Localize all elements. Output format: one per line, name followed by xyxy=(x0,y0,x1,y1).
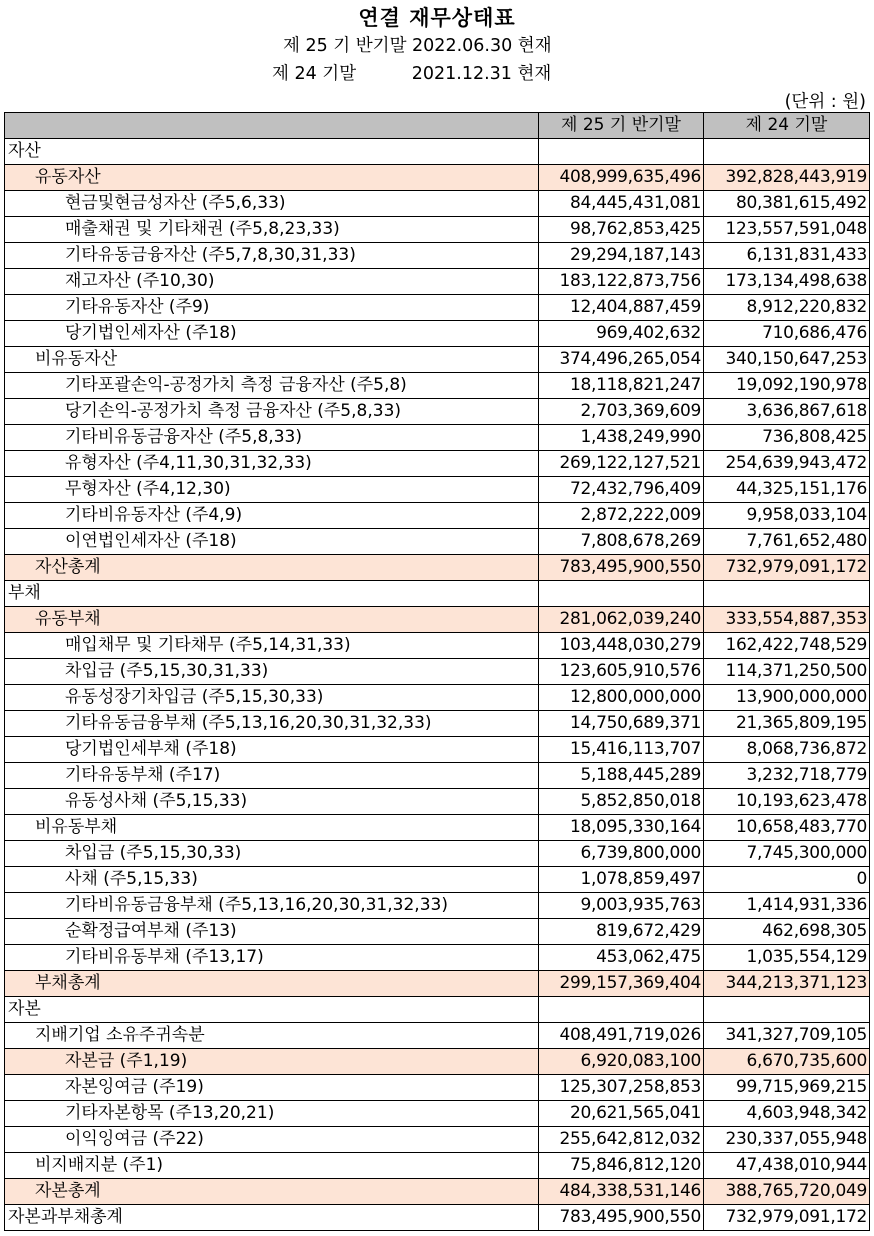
account-label: 부채총계 xyxy=(5,971,539,997)
current-period-value: 20,621,565,041 xyxy=(539,1101,704,1127)
table-row xyxy=(5,295,870,321)
current-period-value: 2,872,222,009 xyxy=(539,503,704,529)
current-period-value: 7,808,678,269 xyxy=(539,529,704,555)
prior-period-value xyxy=(704,581,870,607)
account-label: 당기법인세부채 (주18) xyxy=(5,737,539,763)
prior-period-value: 4,603,948,342 xyxy=(704,1101,870,1127)
prior-period-value: 230,337,055,948 xyxy=(704,1127,870,1153)
account-label: 자산 xyxy=(5,139,539,165)
current-period-value: 819,672,429 xyxy=(539,919,704,945)
table-row xyxy=(5,581,870,607)
table-row xyxy=(5,1023,870,1049)
current-period-value: 408,999,635,496 xyxy=(539,165,704,191)
table-row xyxy=(5,1049,870,1075)
current-period-value: 14,750,689,371 xyxy=(539,711,704,737)
prior-period-value: 21,365,809,195 xyxy=(704,711,870,737)
table-row xyxy=(5,659,870,685)
current-period-label: 제 25 기 반기말 2022.06.30 현재 xyxy=(283,36,552,56)
prior-period-value: 1,035,554,129 xyxy=(704,945,870,971)
current-period-value xyxy=(539,581,704,607)
prior-period-value: 254,639,943,472 xyxy=(704,451,870,477)
table-row xyxy=(5,477,870,503)
prior-period-value: 1,414,931,336 xyxy=(704,893,870,919)
table-row xyxy=(5,867,870,893)
table-row xyxy=(5,841,870,867)
prior-period-value: 732,979,091,172 xyxy=(704,1205,870,1231)
account-label: 유형자산 (주4,11,30,31,32,33) xyxy=(5,451,539,477)
account-label: 기타비유동자산 (주4,9) xyxy=(5,503,539,529)
current-period-value: 98,762,853,425 xyxy=(539,217,704,243)
table-row xyxy=(5,217,870,243)
account-label: 이연법인세자산 (주18) xyxy=(5,529,539,555)
table-row xyxy=(5,737,870,763)
table-row xyxy=(5,1075,870,1101)
current-period-value: 281,062,039,240 xyxy=(539,607,704,633)
prior-period-value: 114,371,250,500 xyxy=(704,659,870,685)
table-row xyxy=(5,1153,870,1179)
prior-period-value: 99,715,969,215 xyxy=(704,1075,870,1101)
unit-label: (단위 : 원) xyxy=(784,92,866,112)
current-period-value: 18,095,330,164 xyxy=(539,815,704,841)
account-label: 비유동자산 xyxy=(5,347,539,373)
table-row xyxy=(5,711,870,737)
current-period-value: 84,445,431,081 xyxy=(539,191,704,217)
prior-period-value: 710,686,476 xyxy=(704,321,870,347)
table-row xyxy=(5,425,870,451)
account-label: 자본 xyxy=(5,997,539,1023)
balance-sheet-table xyxy=(4,112,870,1231)
prior-period-value: 44,325,151,176 xyxy=(704,477,870,503)
statement-title: 연결 재무상태표 xyxy=(358,6,516,30)
prior-period-value: 10,658,483,770 xyxy=(704,815,870,841)
table-row xyxy=(5,139,870,165)
current-period-value: 5,852,850,018 xyxy=(539,789,704,815)
prior-period-value: 7,745,300,000 xyxy=(704,841,870,867)
account-label: 기타유동금융자산 (주5,7,8,30,31,33) xyxy=(5,243,539,269)
column-header-account xyxy=(5,113,539,139)
current-period-value: 1,438,249,990 xyxy=(539,425,704,451)
prior-period-value xyxy=(704,139,870,165)
account-label: 재고자산 (주10,30) xyxy=(5,269,539,295)
prior-period-value: 19,092,190,978 xyxy=(704,373,870,399)
current-period-value: 29,294,187,143 xyxy=(539,243,704,269)
prior-period-value: 0 xyxy=(704,867,870,893)
account-label: 자본잉여금 (주19) xyxy=(5,1075,539,1101)
prior-period-value xyxy=(704,997,870,1023)
current-period-value: 103,448,030,279 xyxy=(539,633,704,659)
table-row xyxy=(5,347,870,373)
table-row xyxy=(5,191,870,217)
account-label: 순확정급여부채 (주13) xyxy=(5,919,539,945)
table-row xyxy=(5,945,870,971)
account-label: 당기법인세자산 (주18) xyxy=(5,321,539,347)
prior-period-value: 8,912,220,832 xyxy=(704,295,870,321)
current-period-value: 269,122,127,521 xyxy=(539,451,704,477)
prior-period-value: 333,554,887,353 xyxy=(704,607,870,633)
current-period-value: 783,495,900,550 xyxy=(539,1205,704,1231)
current-period-value: 75,846,812,120 xyxy=(539,1153,704,1179)
table-row xyxy=(5,685,870,711)
account-label: 기타비유동금융부채 (주5,13,16,20,30,31,32,33) xyxy=(5,893,539,919)
account-label: 부채 xyxy=(5,581,539,607)
current-period-value: 72,432,796,409 xyxy=(539,477,704,503)
account-label: 매출채권 및 기타채권 (주5,8,23,33) xyxy=(5,217,539,243)
current-period-value: 6,739,800,000 xyxy=(539,841,704,867)
table-row xyxy=(5,1101,870,1127)
prior-period-value: 341,327,709,105 xyxy=(704,1023,870,1049)
account-label: 비유동부채 xyxy=(5,815,539,841)
account-label: 자본과부채총계 xyxy=(5,1205,539,1231)
account-label: 매입채무 및 기타채무 (주5,14,31,33) xyxy=(5,633,539,659)
account-label: 기타비유동부채 (주13,17) xyxy=(5,945,539,971)
account-label: 차입금 (주5,15,30,33) xyxy=(5,841,539,867)
table-row xyxy=(5,789,870,815)
account-label: 기타비유동금융자산 (주5,8,33) xyxy=(5,425,539,451)
account-label: 현금및현금성자산 (주5,6,33) xyxy=(5,191,539,217)
table-row xyxy=(5,373,870,399)
prior-period-value: 7,761,652,480 xyxy=(704,529,870,555)
current-period-value: 408,491,719,026 xyxy=(539,1023,704,1049)
table-row xyxy=(5,1179,870,1205)
table-row xyxy=(5,633,870,659)
prior-period-value: 392,828,443,919 xyxy=(704,165,870,191)
prior-period-value: 3,232,718,779 xyxy=(704,763,870,789)
current-period-value: 453,062,475 xyxy=(539,945,704,971)
table-row xyxy=(5,1127,870,1153)
current-period-value: 374,496,265,054 xyxy=(539,347,704,373)
prior-period-value: 47,438,010,944 xyxy=(704,1153,870,1179)
current-period-value: 15,416,113,707 xyxy=(539,737,704,763)
account-label: 차입금 (주5,15,30,31,33) xyxy=(5,659,539,685)
current-period-value xyxy=(539,139,704,165)
table-row xyxy=(5,451,870,477)
prior-period-value: 340,150,647,253 xyxy=(704,347,870,373)
prior-period-value: 8,068,736,872 xyxy=(704,737,870,763)
account-label: 기타유동금융부채 (주5,13,16,20,30,31,32,33) xyxy=(5,711,539,737)
table-row xyxy=(5,321,870,347)
current-period-value: 255,642,812,032 xyxy=(539,1127,704,1153)
table-row xyxy=(5,399,870,425)
prior-period-value: 80,381,615,492 xyxy=(704,191,870,217)
prior-period-value: 344,213,371,123 xyxy=(704,971,870,997)
current-period-value: 5,188,445,289 xyxy=(539,763,704,789)
current-period-value: 183,122,873,756 xyxy=(539,269,704,295)
table-row xyxy=(5,555,870,581)
account-label: 기타유동부채 (주17) xyxy=(5,763,539,789)
table-row xyxy=(5,997,870,1023)
account-label: 무형자산 (주4,12,30) xyxy=(5,477,539,503)
account-label: 자본금 (주1,19) xyxy=(5,1049,539,1075)
current-period-value: 2,703,369,609 xyxy=(539,399,704,425)
account-label: 자산총계 xyxy=(5,555,539,581)
table-row xyxy=(5,971,870,997)
account-label: 당기손익-공정가치 측정 금융자산 (주5,8,33) xyxy=(5,399,539,425)
prior-period-label: 제 24 기말 2021.12.31 현재 xyxy=(272,64,552,84)
table-row xyxy=(5,529,870,555)
table-row xyxy=(5,919,870,945)
current-period-value: 6,920,083,100 xyxy=(539,1049,704,1075)
current-period-value: 123,605,910,576 xyxy=(539,659,704,685)
prior-period-value: 9,958,033,104 xyxy=(704,503,870,529)
current-period-value: 12,800,000,000 xyxy=(539,685,704,711)
prior-period-value: 162,422,748,529 xyxy=(704,633,870,659)
account-label: 기타포괄손익-공정가치 측정 금융자산 (주5,8) xyxy=(5,373,539,399)
account-label: 이익잉여금 (주22) xyxy=(5,1127,539,1153)
current-period-value: 9,003,935,763 xyxy=(539,893,704,919)
table-body xyxy=(5,139,870,1231)
prior-period-value: 3,636,867,618 xyxy=(704,399,870,425)
current-period-value: 299,157,369,404 xyxy=(539,971,704,997)
current-period-value: 484,338,531,146 xyxy=(539,1179,704,1205)
table-row xyxy=(5,763,870,789)
prior-period-value: 123,557,591,048 xyxy=(704,217,870,243)
prior-period-value: 10,193,623,478 xyxy=(704,789,870,815)
column-header-current-period: 제 25 기 반기말 xyxy=(539,113,704,139)
table-row xyxy=(5,815,870,841)
prior-period-value: 6,131,831,433 xyxy=(704,243,870,269)
prior-period-value: 462,698,305 xyxy=(704,919,870,945)
account-label: 기타유동자산 (주9) xyxy=(5,295,539,321)
account-label: 유동성사채 (주5,15,33) xyxy=(5,789,539,815)
table-row xyxy=(5,269,870,295)
table-row xyxy=(5,243,870,269)
prior-period-value: 732,979,091,172 xyxy=(704,555,870,581)
account-label: 기타자본항목 (주13,20,21) xyxy=(5,1101,539,1127)
current-period-value: 12,404,887,459 xyxy=(539,295,704,321)
current-period-value: 18,118,821,247 xyxy=(539,373,704,399)
prior-period-value: 13,900,000,000 xyxy=(704,685,870,711)
account-label: 비지배지분 (주1) xyxy=(5,1153,539,1179)
current-period-value: 783,495,900,550 xyxy=(539,555,704,581)
table-row xyxy=(5,165,870,191)
current-period-value: 125,307,258,853 xyxy=(539,1075,704,1101)
current-period-value: 1,078,859,497 xyxy=(539,867,704,893)
account-label: 유동성장기차입금 (주5,15,30,33) xyxy=(5,685,539,711)
account-label: 유동자산 xyxy=(5,165,539,191)
account-label: 유동부채 xyxy=(5,607,539,633)
account-label: 사채 (주5,15,33) xyxy=(5,867,539,893)
account-label: 자본총계 xyxy=(5,1179,539,1205)
table-row xyxy=(5,1205,870,1231)
column-header-prior-period: 제 24 기말 xyxy=(704,113,870,139)
table-header-row xyxy=(5,113,870,139)
table-row xyxy=(5,893,870,919)
current-period-value: 969,402,632 xyxy=(539,321,704,347)
prior-period-value: 173,134,498,638 xyxy=(704,269,870,295)
account-label: 지배기업 소유주귀속분 xyxy=(5,1023,539,1049)
prior-period-value: 736,808,425 xyxy=(704,425,870,451)
table-row xyxy=(5,607,870,633)
table-row xyxy=(5,503,870,529)
current-period-value xyxy=(539,997,704,1023)
prior-period-value: 388,765,720,049 xyxy=(704,1179,870,1205)
prior-period-value: 6,670,735,600 xyxy=(704,1049,870,1075)
